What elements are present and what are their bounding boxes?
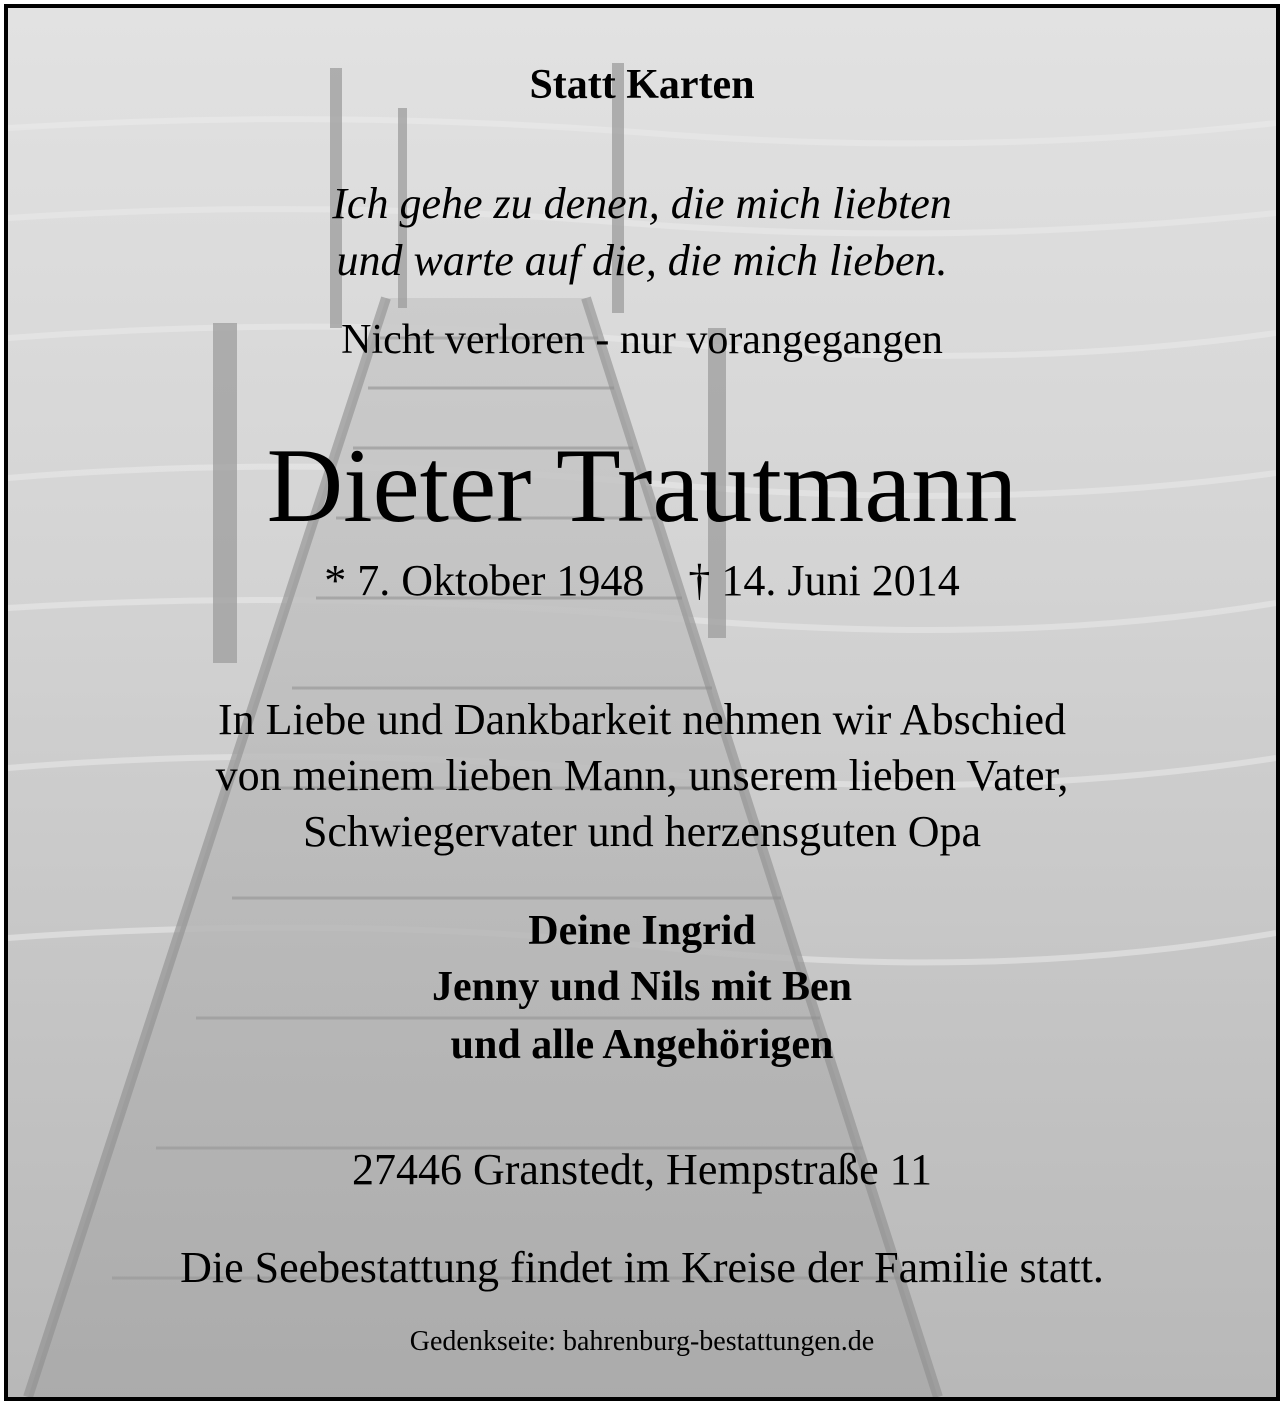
- ceremony-note: Die Seebestattung findet im Kreise der Familie statt.: [180, 1243, 1104, 1292]
- obituary-notice: [4, 4, 1280, 1401]
- farewell-text-line: Schwiegervater und herzensguten Opa: [302, 807, 982, 856]
- mourner-line: Jenny und Nils mit Ben: [431, 964, 853, 1010]
- memorial-quote-line: und warte auf die, die mich lieben.: [336, 236, 948, 285]
- notice-subtitle: Nicht verloren - nur vorangegangen: [341, 317, 943, 363]
- family-address: 27446 Granstedt, Hempstraße 11: [351, 1145, 932, 1194]
- death-date: † 14. Juni 2014: [688, 556, 960, 605]
- memorial-quote-line: Ich gehe zu denen, die mich liebten: [332, 179, 952, 228]
- mourner-line: und alle Angehörigen: [450, 1022, 834, 1068]
- deceased-name: Dieter Trautmann: [266, 427, 1018, 544]
- mourner-line: Deine Ingrid: [528, 908, 756, 954]
- life-dates: [8, 556, 1276, 605]
- birth-date: * 7. Oktober 1948: [324, 556, 645, 605]
- farewell-text-line: von meinem lieben Mann, unserem lieben Vater,: [215, 751, 1069, 800]
- farewell-text-line: In Liebe und Dankbarkeit nehmen wir Abschied: [218, 695, 1066, 744]
- notice-header: Statt Karten: [529, 62, 755, 108]
- memorial-page-link: Gedenkseite: bahrenburg-bestattungen.de: [409, 1326, 875, 1357]
